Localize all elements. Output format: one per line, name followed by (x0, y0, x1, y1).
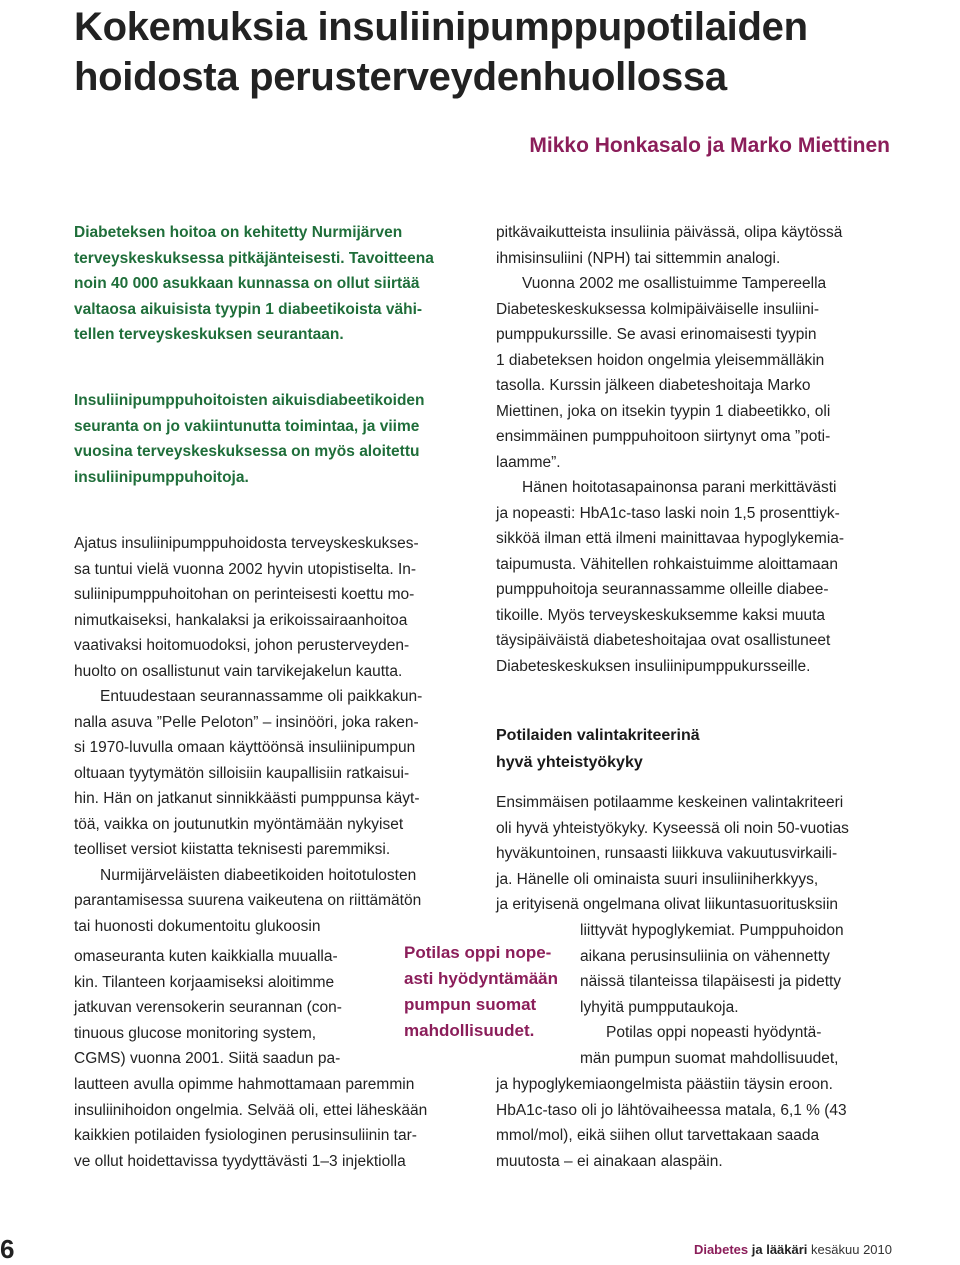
pull-quote-line: Potilas oppi nope- (404, 943, 552, 962)
body-line: pumppuhoitoja seurannassamme olleille diabee- (496, 581, 829, 598)
body-line: Vuonna 2002 me osallistuimme Tampereella (522, 275, 827, 292)
body-line: ja. Hänelle oli ominaista suuri insuliiniherkkyys, (496, 870, 819, 888)
body-line: oli hyvä yhteistyökyky. Kyseessä oli noin 50-vuotias (496, 819, 849, 837)
body-line: vaativaksi hoitomuodoksi, johon perusterveyden- (74, 637, 410, 654)
lead-line: vuosina terveyskeskuksessa on myös aloitettu (74, 443, 420, 460)
subheading-line: hyvä yhteistyökyky (496, 754, 643, 771)
body-line: kaikkien potilaiden fysiologinen perusinsuliinin tar- (74, 1127, 417, 1144)
body-line: kin. Tilanteen korjaamiseksi aloitimme (74, 973, 335, 991)
body-line: män pumpun suomat mahdollisuudet, (580, 1049, 839, 1067)
body-line: insuliinihoidon ongelmia. Selvää oli, ettei läheskään (74, 1101, 428, 1119)
magazine-name-a: Diabetes (693, 1242, 749, 1257)
body-line: hyväkuntoinen, runsaasti liikkuva vakuutusvirkaili- (496, 845, 838, 862)
article-title (74, 2, 944, 102)
section-subheading (496, 722, 700, 776)
body-line: Potilas oppi nopeasti hyödyntä- (606, 1024, 822, 1041)
body-line: 1 diabeteksen hoidon ongelmia yleisemmälläkin (496, 351, 825, 369)
body-line: HbA1c-taso oli jo lähtövaiheessa matala, 6,1 % (43 (496, 1101, 847, 1119)
body-line: laamme”. (496, 453, 561, 471)
body-line: nimutkaiseksi, hankalaksi ja erikoissairaanhoitoa (74, 611, 408, 629)
authors: Mikko Honkasalo ja Marko Miettinen (529, 134, 890, 157)
magazine-name-b: ja lääkäri (751, 1242, 808, 1257)
body-line: ja nopeasti: HbA1c-taso laski noin 1,5 prosenttiyk- (496, 504, 840, 522)
body-column-left-narrow (74, 944, 342, 1072)
body-column-left (74, 531, 422, 939)
body-line: aikana perusinsuliinia on vähennetty (580, 947, 830, 965)
body-line: sa tuntui vielä vuonna 2002 hyvin utopistiselta. In- (74, 560, 417, 578)
body-line: Entuudestaan seurannassamme oli paikkakun- (100, 688, 423, 705)
body-line: Diabeteskeskuksessa kolmipäiväiselle insuliini- (496, 300, 820, 318)
page-number: 6 (0, 1234, 15, 1264)
body-line: mmol/mol), eikä siihen ollut tarvettakaan saada (496, 1127, 820, 1144)
issue-date: kesäkuu 2010 (811, 1242, 892, 1257)
pull-quote-line: mahdollisuudet. (404, 1021, 535, 1040)
body-line: muutosta – ei ainakaan alaspäin. (496, 1152, 723, 1170)
body-column-right-bottom (496, 1072, 847, 1174)
body-line: ensimmäinen pumppuhoitoon siirtynyt oma ”poti- (496, 428, 831, 445)
footer-magazine (694, 1242, 892, 1257)
body-line: si 1970-luvulla omaan käyttöönsä insuliinipumpun (74, 739, 416, 756)
body-line: suliinipumppuhoitohan on perinteisesti koettu mo- (74, 586, 415, 603)
body-line: oltuaan tyytymätön silloisiin kaupallisiin ratkaisui- (74, 764, 410, 782)
body-column-right-narrow (580, 918, 844, 1071)
body-line: pumppukurssille. Se avasi erinomaisesti tyypin (496, 326, 817, 343)
body-line: tasolla. Kurssin jälkeen diabeteshoitaja Marko (496, 377, 811, 394)
body-column-right (496, 220, 844, 679)
body-line: ja erityisenä ongelmana olivat liikuntasuoritusksiin (496, 896, 839, 913)
title-line-1: Kokemuksia insuliinipumppupotilaiden (74, 5, 808, 49)
lead-line: Insuliinipumppuhoitoisten aikuisdiabeetikoiden (74, 392, 425, 409)
body-column-right-2 (496, 790, 849, 918)
body-line: täysipäiväistä diabeteshoitajaa ovat osallistuneet (496, 632, 831, 649)
subheading-line: Potilaiden valintakriteerinä (496, 727, 700, 744)
body-line: huolto on osallistunut vain tarvikejakelun kautta. (74, 662, 403, 680)
body-column-left-bottom (74, 1072, 427, 1174)
body-line: näissä tilanteissa tilapäisesti ja pidetty (580, 973, 842, 990)
body-line: pitkävaikutteista insuliinia päivässä, olipa käytössä (496, 224, 843, 241)
body-line: hin. Hän on jatkanut sinnikkäästi pumppunsa käyt- (74, 790, 420, 807)
pull-quote-line: pumpun suomat (404, 995, 537, 1014)
lead-line: insuliinipumppuhoitoja. (74, 468, 249, 486)
body-line: Diabeteskeskuksen insuliinipumppukursseille. (496, 657, 811, 675)
lead-line: tellen terveyskeskuksen seurantaan. (74, 326, 344, 343)
body-line: jatkuvan verensokerin seurannan (con- (74, 999, 342, 1016)
lead-line: seuranta on jo vakiintunutta toimintaa, ja viime (74, 417, 420, 435)
body-line: tikoille. Myös terveyskeskuksemme kaksi muuta (496, 606, 826, 624)
body-line: Hänen hoitotasapainonsa parani merkittävästi (522, 479, 837, 496)
body-line: nalla asuva ”Pelle Peloton” – insinööri, joka raken- (74, 713, 419, 731)
body-line: sikköä ilman että ilmeni mainittavaa hypoglykemia- (496, 530, 845, 547)
body-line: teolliset versiot kiistatta teknisesti paremmiksi. (74, 841, 391, 858)
body-line: tai huonosti dokumentoitu glukoosin (74, 917, 321, 935)
lead-paragraph (74, 220, 434, 348)
body-line: töä, vaikka on joutunutkin myöntämään nykyiset (74, 815, 404, 833)
lead-paragraph-2 (74, 388, 425, 490)
lead-line: terveyskeskuksessa pitkäjänteisesti. Tavoitteena (74, 249, 434, 267)
body-line: Miettinen, joka on itsekin tyypin 1 diabeetikko, oli (496, 402, 831, 420)
body-line: ihmisinsuliini (NPH) tai sittemmin analogi. (496, 249, 781, 267)
body-line: Ajatus insuliinipumppuhoidosta terveyskeskukses- (74, 535, 419, 552)
body-line: tinuous glucose monitoring system, (74, 1024, 317, 1042)
body-line: lautteen avulla opimme hahmottamaan paremmin (74, 1076, 415, 1093)
body-line: lyhyitä pumpputaukoja. (580, 998, 739, 1016)
lead-line: noin 40 000 asukkaan kunnassa on ollut siirtää (74, 275, 420, 292)
body-line: CGMS) vuonna 2001. Siitä saadun pa- (74, 1050, 341, 1067)
body-line: Nurmijärveläisten diabeetikoiden hoitotulosten (100, 866, 417, 884)
body-line: Ensimmäisen potilaamme keskeinen valintakriteeri (496, 794, 844, 811)
title-line-2: hoidosta perusterveydenhuollossa (74, 55, 727, 99)
body-line: parantamisessa suurena vaikeutena on riittämätön (74, 892, 422, 909)
pull-quote-line: asti hyödyntämään (404, 969, 558, 988)
body-line: taipumusta. Vähitellen rohkaistuimme aloittamaan (496, 555, 839, 573)
body-line: liittyvät hypoglykemiat. Pumppuhoidon (580, 922, 844, 939)
lead-line: valtaosa aikuisista tyypin 1 diabeetikoista vähi- (74, 300, 423, 318)
body-line: ja hypoglykemiaongelmista päästiin täysin eroon. (496, 1076, 833, 1093)
body-line: ve ollut hoidettavissa tyydyttävästi 1–3 injektiolla (74, 1152, 406, 1170)
pull-quote (404, 940, 558, 1044)
body-line: omaseuranta kuten kaikkialla muualla- (74, 948, 338, 965)
lead-line: Diabeteksen hoitoa on kehitetty Nurmijärven (74, 224, 403, 241)
